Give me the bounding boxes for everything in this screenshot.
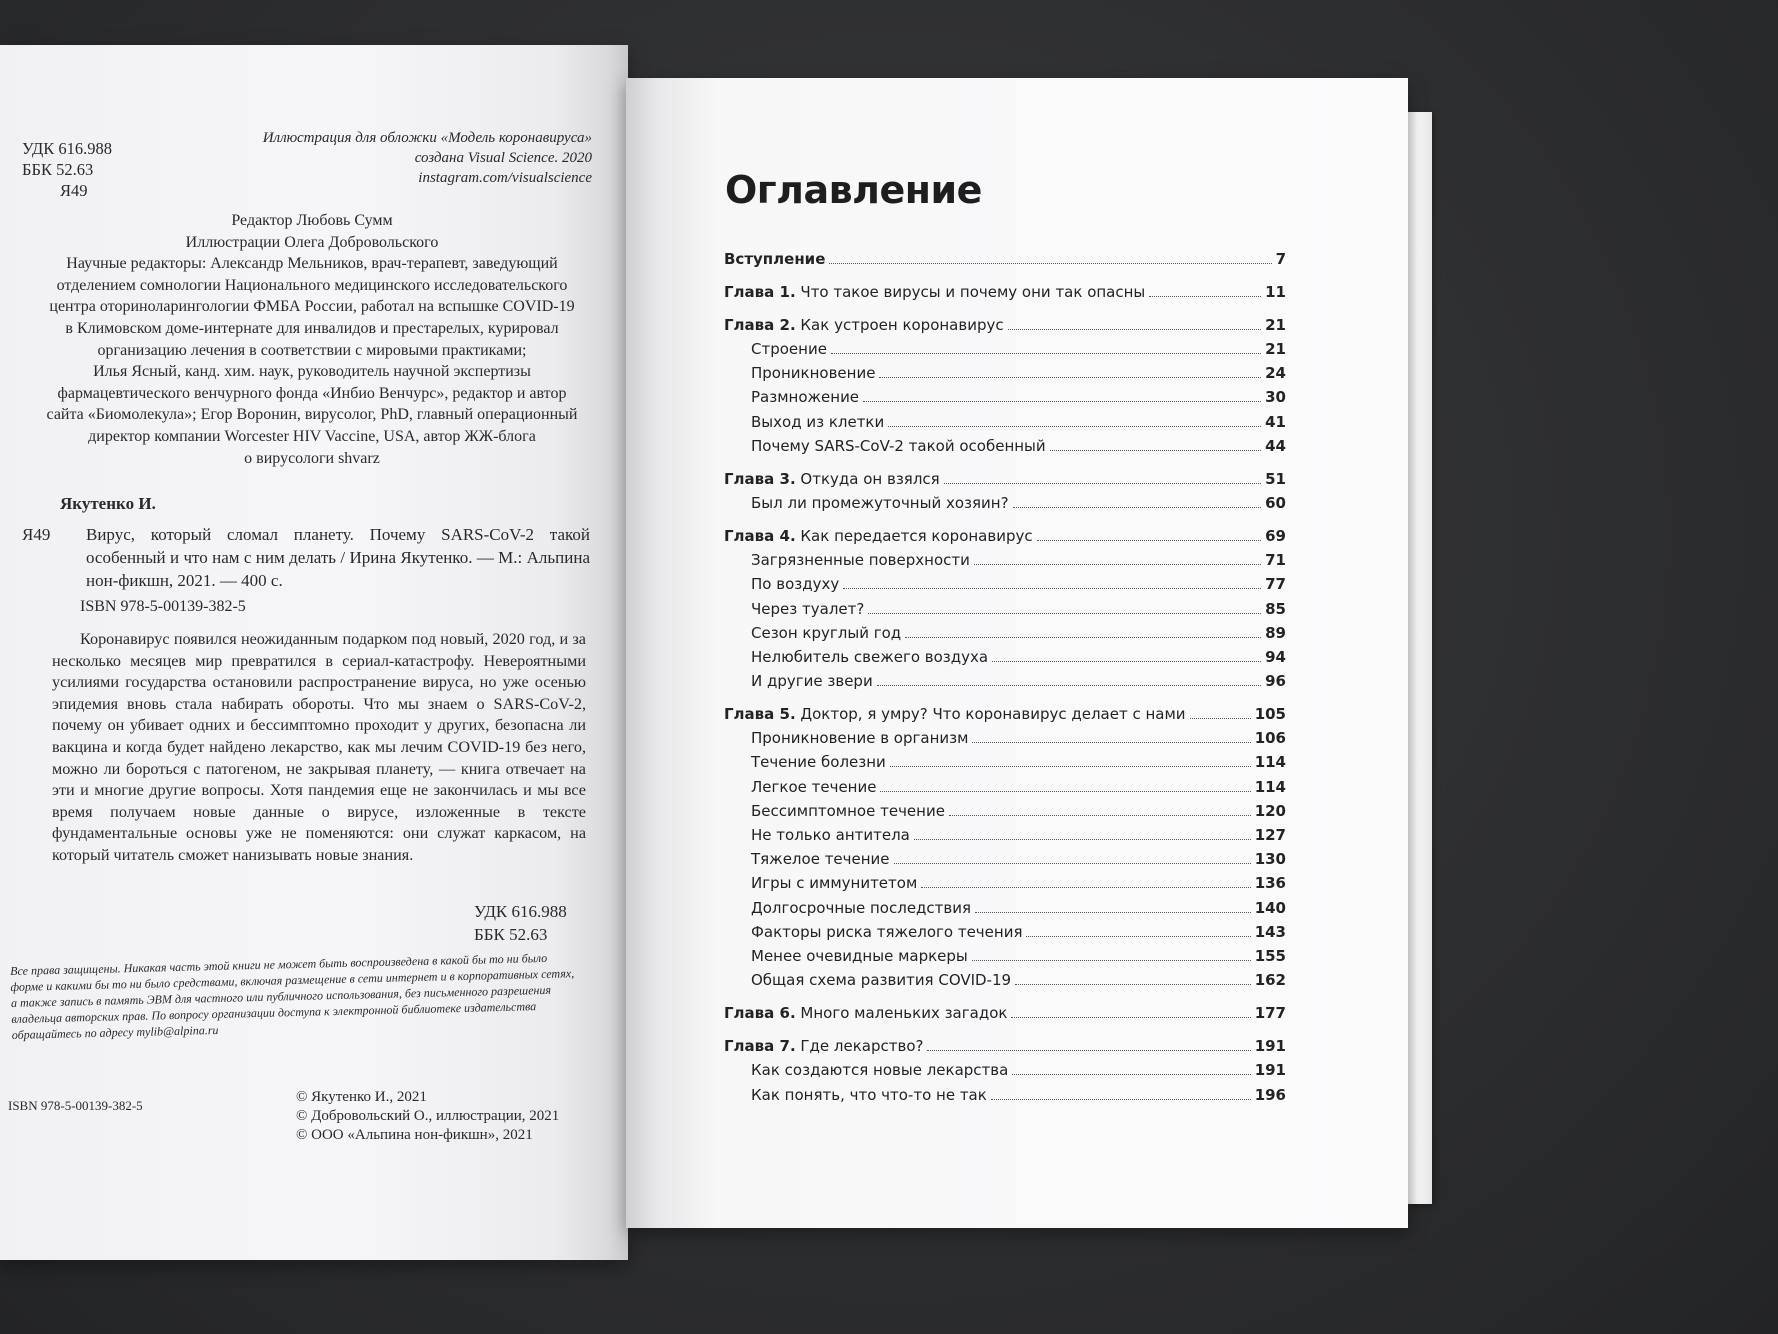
toc-entry-label: И другие звери (751, 672, 873, 691)
credit-line: о вирусологи shvarz (244, 449, 380, 467)
cover-credit-line: instagram.com/visualscience (418, 170, 592, 186)
credit-line: организацию лечения в соответствии с мировыми практиками; (97, 341, 527, 359)
credit-line: Научные редакторы: Александр Мельников, врач-терапевт, заведующий (66, 255, 558, 273)
copyright-line: © ООО «Альпина нон-фикшн», 2021 (296, 1127, 533, 1143)
page-number: 114 (1254, 753, 1286, 772)
toc-chapter-row (724, 470, 1286, 494)
page-number: 85 (1265, 599, 1286, 618)
toc-chapter-row (724, 316, 1286, 340)
dot-leader (1008, 329, 1262, 330)
toc-chapter-row (724, 527, 1286, 551)
biblio-code: Я49 (22, 525, 51, 544)
chapter-name: Как устроен коронавирус (795, 316, 1004, 334)
dot-leader (868, 613, 1261, 614)
dot-leader (843, 588, 1261, 589)
toc-entry-label: Течение болезни (751, 753, 886, 772)
page-number: 77 (1265, 575, 1286, 594)
toc-section-row (724, 364, 1286, 388)
page-number: 155 (1254, 946, 1286, 965)
toc-section-row (724, 575, 1286, 599)
dot-leader (880, 791, 1250, 792)
toc-entry-label: Как создаются новые лекарства (751, 1061, 1009, 1080)
cover-credit (238, 128, 592, 188)
page-number: 44 (1265, 436, 1286, 455)
toc-section-row (724, 600, 1286, 624)
page-number: 136 (1254, 874, 1286, 893)
dot-leader (863, 401, 1261, 402)
chapter-name: Что такое вирусы и почему они так опасны (795, 283, 1146, 301)
page-number: 89 (1265, 623, 1286, 642)
toc-entry-label: По воздуху (751, 575, 840, 594)
page-number: 130 (1254, 850, 1286, 869)
dot-leader (877, 685, 1261, 686)
page-number: 41 (1265, 412, 1286, 431)
page-number: 60 (1265, 493, 1286, 512)
credit-line: в Климовском доме-интернате для инвалидов и престарелых, курировал (65, 319, 559, 337)
dot-leader (991, 1099, 1251, 1100)
toc-section-row (724, 971, 1286, 995)
chapter-name: Много маленьких загадок (795, 1004, 1008, 1023)
credit-line: центра оториноларингологии ФМБА России, работал на вспышке COVID-19 (49, 298, 575, 316)
toc-title: Оглавление (725, 168, 982, 212)
dot-leader (974, 564, 1261, 565)
toc-entry-label: Не только антитела (751, 826, 910, 844)
toc-entry-label: Проникновение в организм (751, 729, 969, 748)
toc-section-row (724, 729, 1286, 753)
page-number: 162 (1254, 971, 1286, 990)
toc-section-row (724, 1061, 1286, 1085)
chapter-name: Откуда он взялся (795, 469, 940, 488)
toc-entry-label: Проникновение (751, 364, 876, 383)
page-number: 105 (1254, 705, 1286, 724)
bbk-code: ББК 52.63 (22, 160, 94, 179)
toc-section-row (724, 802, 1286, 826)
dot-leader (975, 912, 1251, 913)
toc-entry-label (724, 316, 1004, 334)
page-stack (1408, 112, 1432, 1204)
toc-entry-label: Менее очевидные маркеры (751, 946, 968, 965)
toc-entry-label: Загрязненные поверхности (751, 551, 970, 570)
credit-line: Илья Ясный, канд. хим. наук, руководитель научной экспертизы (93, 363, 531, 381)
toc-entry-label: Выход из клетки (751, 412, 885, 431)
chapter-name: Доктор, я умру? Что коронавирус делает с нами (795, 705, 1186, 724)
classification-bottom (474, 900, 567, 946)
chapter-number: Глава 1. (724, 283, 796, 301)
toc-chapter-row (724, 1004, 1286, 1028)
dot-leader (879, 377, 1261, 378)
dot-leader (1050, 450, 1261, 451)
page-number: 140 (1254, 898, 1286, 917)
toc-section-row (724, 437, 1286, 461)
toc-entry-label: Нелюбитель свежего воздуха (751, 647, 989, 666)
toc-section-row (724, 494, 1286, 518)
page-number: 127 (1254, 826, 1286, 844)
dot-leader (949, 815, 1251, 816)
dot-leader (944, 483, 1261, 484)
dot-leader (1037, 540, 1262, 541)
biblio-text: Вирус, который сломал планету. Почему SARS-CoV-2 такой особенный и что нам с ним делать / Ирина Якутенко. — М.: Альпина нон-фикшн, 2021. — 400 с. (86, 525, 590, 590)
toc-section-row (724, 850, 1286, 874)
toc-chapter-row (724, 1037, 1286, 1061)
toc-section-row (724, 923, 1286, 947)
page-number: 120 (1254, 801, 1286, 820)
toc-entry-label (724, 283, 1145, 301)
toc-entry-label: Общая схема развития COVID-19 (751, 971, 1012, 990)
toc-section-row (724, 413, 1286, 437)
toc-entry-label (724, 250, 825, 268)
toc-section-row (724, 388, 1286, 412)
toc-entry-label: Игры с иммунитетом (751, 874, 918, 893)
toc-chapter-row (724, 705, 1286, 729)
dot-leader (1190, 718, 1251, 719)
toc-chapter-row (724, 250, 1286, 274)
chapter-number: Глава 2. (724, 316, 796, 334)
dot-leader (972, 960, 1251, 961)
dot-leader (1013, 507, 1262, 508)
toc-entry-label (724, 527, 1033, 545)
dot-leader (914, 839, 1251, 840)
toc-entry-label: Факторы риска тяжелого течения (751, 922, 1023, 941)
cover-credit-line: создана Visual Science. 2020 (414, 150, 592, 166)
page-number: 196 (1254, 1085, 1286, 1104)
dot-leader (888, 426, 1261, 427)
dot-leader (1149, 296, 1261, 297)
page-number: 7 (1275, 250, 1286, 268)
cover-credit-line: Иллюстрация для обложки «Модель коронавируса» (262, 130, 592, 146)
dot-leader (905, 637, 1261, 638)
toc-section-row (724, 1086, 1286, 1110)
isbn: ISBN 978-5-00139-382-5 (80, 598, 246, 615)
copyright-block (296, 1088, 559, 1145)
toc-entry-label: Строение (751, 340, 827, 358)
chapter-number: Глава 5. (724, 705, 796, 724)
toc-section-row (724, 874, 1286, 898)
toc-section-row (724, 551, 1286, 575)
dot-leader (894, 863, 1251, 864)
toc-section-row (724, 672, 1286, 696)
page-number: 21 (1265, 316, 1286, 334)
classification-block (22, 138, 112, 201)
credit-line: фармацевтического венчурного фонда «Инбио Венчурс», редактор и автор (57, 384, 567, 402)
toc-section-row (724, 899, 1286, 923)
dot-leader (890, 766, 1251, 767)
toc-entry-label: Был ли промежуточный хозяин? (751, 493, 1009, 512)
toc-entry-label: Долгосрочные последствия (751, 898, 972, 917)
dot-leader (1015, 984, 1251, 985)
page-number: 106 (1254, 729, 1286, 748)
rights-notice: Все права защищены. Никакая часть этой книги не может быть воспроизведена в какой бы то ни было форме и какими бы то ни было средствами, включая размещение в сети интернет и в корпоративных сетях, а также запись в память ЭВМ для частного или публичного использования, без письменного разрешения владельца авторских прав. По вопросу организации доступа к электронной библиотеке издательства обращайтесь по адресу mylib@alpina.ru (10, 950, 575, 1042)
toc-section-row (724, 340, 1286, 364)
toc-section-row (724, 778, 1286, 802)
page-number: 143 (1254, 922, 1286, 941)
toc-entry-label: Через туалет? (751, 599, 865, 618)
chapter-number: Глава 7. (724, 1037, 796, 1056)
chapter-name: Вступление (724, 250, 826, 268)
toc-entry-label (724, 1004, 1007, 1022)
toc-section-row (724, 753, 1286, 777)
author-sign: Я49 (60, 181, 88, 200)
copyright-line: © Добровольский О., иллюстрации, 2021 (296, 1108, 560, 1124)
dot-leader (1026, 936, 1250, 937)
page-number: 191 (1254, 1061, 1286, 1080)
dot-leader (831, 353, 1261, 354)
dot-leader (927, 1050, 1250, 1051)
page-number: 114 (1254, 777, 1286, 796)
toc-entry-label: Сезон круглый год (751, 623, 902, 642)
toc-section-row (724, 826, 1286, 850)
toc-entry-label: Легкое течение (751, 777, 877, 796)
udk-code: УДК 616.988 (22, 139, 113, 158)
page-number: 24 (1265, 364, 1286, 383)
chapter-name: Как передается коронавирус (795, 527, 1033, 546)
page-number: 51 (1265, 469, 1286, 488)
page-number: 191 (1254, 1037, 1286, 1056)
credit-line: сайта «Биомолекула»; Егор Воронин, вирусолог, PhD, главный операционный (46, 406, 578, 424)
book-abstract: Коронавирус появился неожиданным подарком под новый, 2020 год, и за несколько месяцев мир превратился в сериал-катастрофу. Невероятными усилиями государства остановили распространение вируса, но уже осенью эпидемия вновь стала набирать обороты. Что мы знаем о SARS-CoV-2, почему он убивает одних и бессимптомно проходит у других, безопасна ли вакцина и когда будет найдено лекарство, как мы лечим COVID-19 без него, можно ли бороться с патогеном, не закрывая планету, — книга отвечает на эти и многие другие вопросы. Хотя пандемия еще не закончилась и мы все время получаем новые данные о вирусе, изложенные в тексте фундаментальные основы уже не поменяются: они служат каркасом, на который читатель сможет нанизывать новые знания. (52, 630, 586, 864)
toc-entry-label: Бессимптомное течение (751, 801, 945, 820)
dot-leader (921, 887, 1250, 888)
chapter-name: Где лекарство? (795, 1037, 924, 1056)
toc-chapter-row (724, 283, 1286, 307)
author-heading: Якутенко И. (60, 494, 156, 513)
copyright-line: © Якутенко И., 2021 (296, 1089, 427, 1105)
dot-leader (1011, 1017, 1250, 1018)
toc-entry-label: Тяжелое течение (751, 850, 890, 869)
credit-line: директор компании Worcester HIV Vaccine, USA, автор ЖЖ-блога (88, 427, 536, 445)
credit-line: отделением сомнологии Национального медицинского исследовательского (56, 276, 568, 294)
page-number: 11 (1265, 283, 1286, 301)
toc-section-row (724, 648, 1286, 672)
page-number: 177 (1254, 1004, 1286, 1023)
toc-entry-label: Как понять, что что-то не так (751, 1085, 987, 1104)
page-number: 94 (1265, 647, 1286, 666)
chapter-number: Глава 3. (724, 469, 796, 488)
toc-entry-label: Размножение (751, 388, 860, 407)
bbk-code: ББК 52.63 (474, 925, 548, 944)
dot-leader (992, 661, 1261, 662)
dot-leader (829, 263, 1271, 264)
page-number: 21 (1265, 340, 1286, 358)
udk-code: УДК 616.988 (474, 902, 567, 921)
toc-entry-label: Почему SARS-CoV-2 такой особенный (751, 436, 1046, 455)
page-number: 30 (1265, 388, 1286, 407)
toc-entry-label (724, 1037, 923, 1055)
table-of-contents (724, 250, 1286, 1110)
isbn-bottom: ISBN 978-5-00139-382-5 (8, 1098, 143, 1113)
dot-leader (1012, 1074, 1250, 1075)
chapter-number: Глава 4. (724, 527, 796, 546)
toc-entry-label (724, 705, 1186, 723)
toc-section-row (724, 947, 1286, 971)
editorial-credits (34, 210, 590, 469)
chapter-number: Глава 6. (724, 1004, 796, 1023)
page-number: 69 (1265, 527, 1286, 546)
toc-section-row (724, 624, 1286, 648)
dot-leader (972, 742, 1250, 743)
page-number: 71 (1265, 551, 1286, 570)
credit-line: Иллюстрации Олега Добровольского (185, 233, 439, 251)
credit-line: Редактор Любовь Сумм (231, 212, 393, 229)
page-number: 96 (1265, 672, 1286, 691)
toc-entry-label (724, 470, 940, 488)
